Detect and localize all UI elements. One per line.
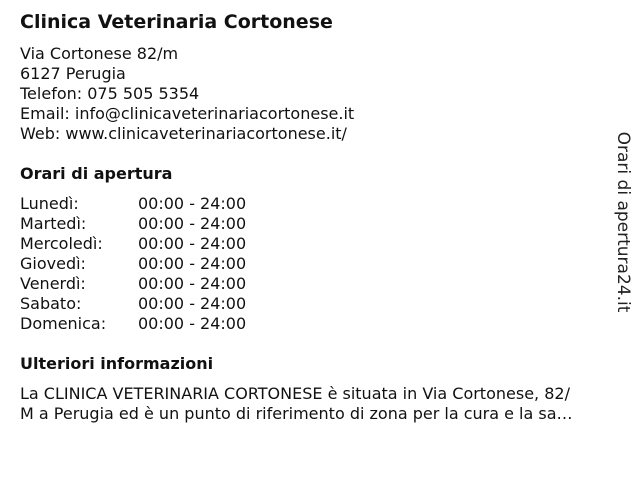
time-range: 00:00 - 24:00: [138, 314, 247, 333]
time-range: 00:00 - 24:00: [138, 214, 247, 233]
time-range: 00:00 - 24:00: [138, 254, 247, 273]
time-range: 00:00 - 24:00: [138, 274, 247, 293]
day-label: Venerdì:: [20, 274, 86, 293]
day-label: Mercoledì:: [20, 234, 103, 253]
city-line: 6127 Perugia: [20, 64, 126, 83]
day-label: Giovedì:: [20, 254, 86, 273]
more-info-heading: Ulteriori informazioni: [20, 354, 214, 373]
day-label: Sabato:: [20, 294, 82, 313]
phone-line: Telefon: 075 505 5354: [20, 84, 200, 103]
address-line: Via Cortonese 82/m: [20, 44, 179, 63]
time-range: 00:00 - 24:00: [138, 194, 247, 213]
day-label: Lunedì:: [20, 194, 79, 213]
time-range: 00:00 - 24:00: [138, 234, 247, 253]
email-line: Email: info@clinicaveterinariacortonese.it: [20, 104, 355, 123]
site-watermark: Orari di apertura24.it: [613, 131, 633, 313]
description-line: M a Perugia ed è un punto di riferimento di zona per la cura e la sa…: [20, 404, 573, 423]
web-line: Web: www.clinicaveterinariacortonese.it/: [20, 124, 347, 143]
contact-block: [20, 44, 354, 144]
day-label: Domenica:: [20, 314, 107, 333]
description-text: [20, 384, 630, 424]
time-range: 00:00 - 24:00: [138, 294, 247, 313]
description-line: La CLINICA VETERINARIA CORTONESE è situata in Via Cortonese, 82/: [20, 384, 570, 403]
day-label: Martedì:: [20, 214, 87, 233]
opening-hours-heading: Orari di apertura: [20, 164, 173, 183]
business-name: Clinica Veterinaria Cortonese: [20, 11, 333, 33]
